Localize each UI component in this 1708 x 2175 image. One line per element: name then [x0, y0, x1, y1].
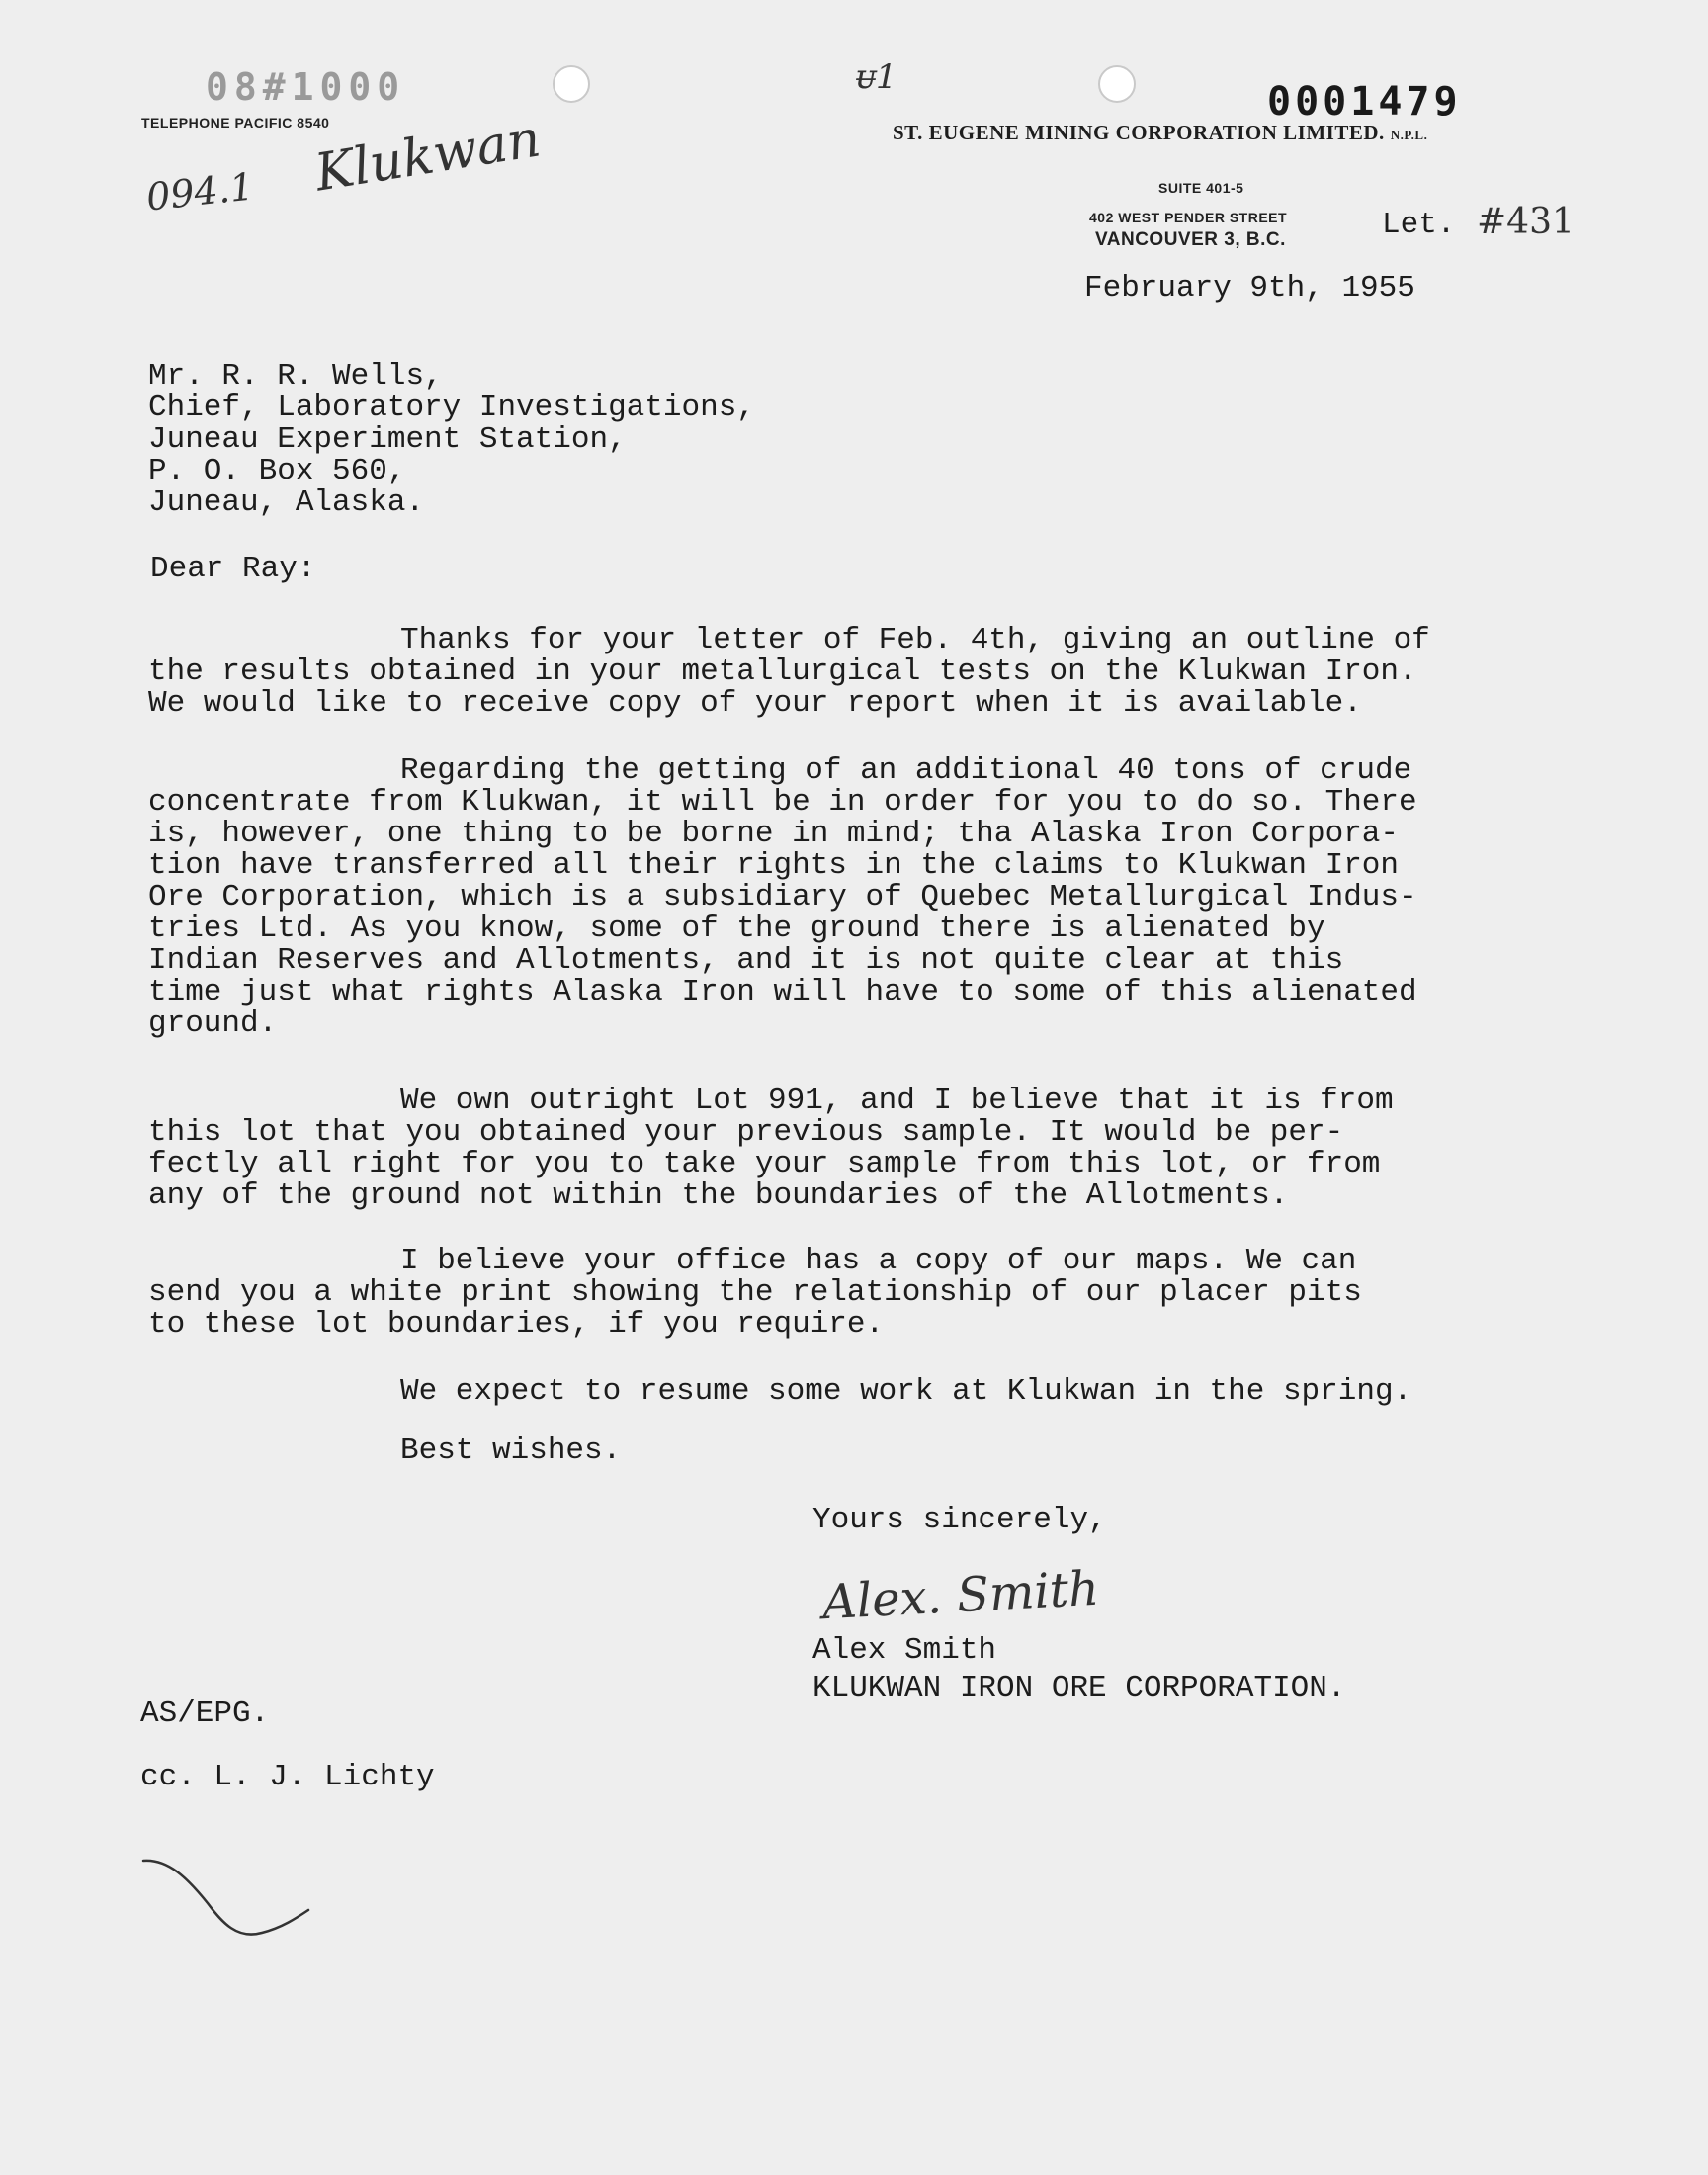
- body-line: Best wishes.: [400, 1434, 622, 1468]
- handwritten-initials: ᵾ1: [856, 57, 897, 97]
- punch-hole-left: [553, 65, 590, 103]
- body-line: I believe your office has a copy of our maps. We can: [400, 1244, 1357, 1278]
- body-paragraph-4: [148, 1246, 1512, 1341]
- body-paragraph-6: [148, 1436, 1512, 1467]
- body-paragraph-5: [148, 1376, 1512, 1408]
- handwritten-signature: Alex. Smith: [820, 1560, 1101, 1631]
- address-street: 402 WEST PENDER STREET: [1089, 210, 1288, 225]
- letter-date: February 9th, 1955: [1084, 271, 1415, 305]
- signer-name: Alex Smith: [812, 1633, 997, 1668]
- body-line: concentrate from Klukwan, it will be in order for you to do so. There: [148, 785, 1417, 820]
- salutation: Dear Ray:: [150, 552, 316, 586]
- handwritten-location: Klukwan: [310, 109, 545, 204]
- recipient-line: Chief, Laboratory Investigations,: [148, 391, 755, 425]
- typist-initials: AS/EPG.: [140, 1696, 270, 1731]
- address-suite: SUITE 401-5: [1158, 180, 1244, 196]
- file-stamp-faint: 08#1000: [206, 65, 406, 109]
- body-line: any of the ground not within the boundaries of the Allotments.: [148, 1178, 1289, 1213]
- body-line: send you a white print showing the relationship of our placer pits: [148, 1275, 1362, 1310]
- signer-company: KLUKWAN IRON ORE CORPORATION.: [812, 1671, 1346, 1705]
- body-line: We own outright Lot 991, and I believe that it is from: [400, 1084, 1394, 1118]
- recipient-line: P. O. Box 560,: [148, 454, 406, 488]
- company-name: [893, 121, 1427, 145]
- letter-ref-typed: Let.: [1382, 208, 1456, 242]
- letter-ref-handwritten: #431: [1477, 202, 1575, 242]
- body-line: ground.: [148, 1006, 278, 1041]
- body-line: Regarding the getting of an additional 40 tons of crude: [400, 753, 1412, 788]
- recipient-line: Juneau Experiment Station,: [148, 422, 627, 457]
- body-paragraph-1: [148, 625, 1512, 720]
- body-line: We would like to receive copy of your report when it is available.: [148, 686, 1362, 721]
- body-line: is, however, one thing to be borne in mind; tha Alaska Iron Corpora-: [148, 817, 1400, 851]
- valediction: Yours sincerely,: [812, 1503, 1107, 1537]
- body-line: to these lot boundaries, if you require.: [148, 1307, 885, 1342]
- punch-hole-right: [1098, 65, 1136, 103]
- body-line: We expect to resume some work at Klukwan in the spring.: [400, 1374, 1412, 1409]
- recipient-line: Mr. R. R. Wells,: [148, 359, 443, 393]
- telephone-line: TELEPHONE PACIFIC 8540: [141, 115, 330, 130]
- pen-stroke-mark: [138, 1849, 316, 1948]
- body-line: Ore Corporation, which is a subsidiary of Quebec Metallurgical Indus-: [148, 880, 1417, 914]
- body-line: time just what rights Alaska Iron will have to some of this alienated: [148, 975, 1417, 1009]
- document-number-stamp: 0001479: [1267, 79, 1462, 125]
- company-suffix: N.P.L.: [1390, 128, 1428, 142]
- body-paragraph-2: [148, 755, 1512, 1040]
- address-city: VANCOUVER 3, B.C.: [1095, 229, 1286, 250]
- body-line: Thanks for your letter of Feb. 4th, giving an outline of: [400, 623, 1430, 657]
- company-name-text: ST. EUGENE MINING CORPORATION LIMITED.: [893, 121, 1385, 144]
- body-line: tion have transferred all their rights in the claims to Klukwan Iron: [148, 848, 1400, 883]
- body-line: the results obtained in your metallurgical tests on the Klukwan Iron.: [148, 654, 1417, 689]
- recipient-line: Juneau, Alaska.: [148, 485, 425, 520]
- body-line: fectly all right for you to take your sample from this lot, or from: [148, 1147, 1381, 1181]
- body-line: this lot that you obtained your previous sample. It would be per-: [148, 1115, 1344, 1150]
- body-paragraph-3: [148, 1086, 1512, 1212]
- carbon-copy: cc. L. J. Lichty: [140, 1760, 435, 1794]
- body-line: Indian Reserves and Allotments, and it is not quite clear at this: [148, 943, 1344, 978]
- recipient-address: [148, 361, 1512, 519]
- handwritten-file-code: 094.1: [143, 164, 256, 219]
- body-line: tries Ltd. As you know, some of the ground there is alienated by: [148, 912, 1325, 946]
